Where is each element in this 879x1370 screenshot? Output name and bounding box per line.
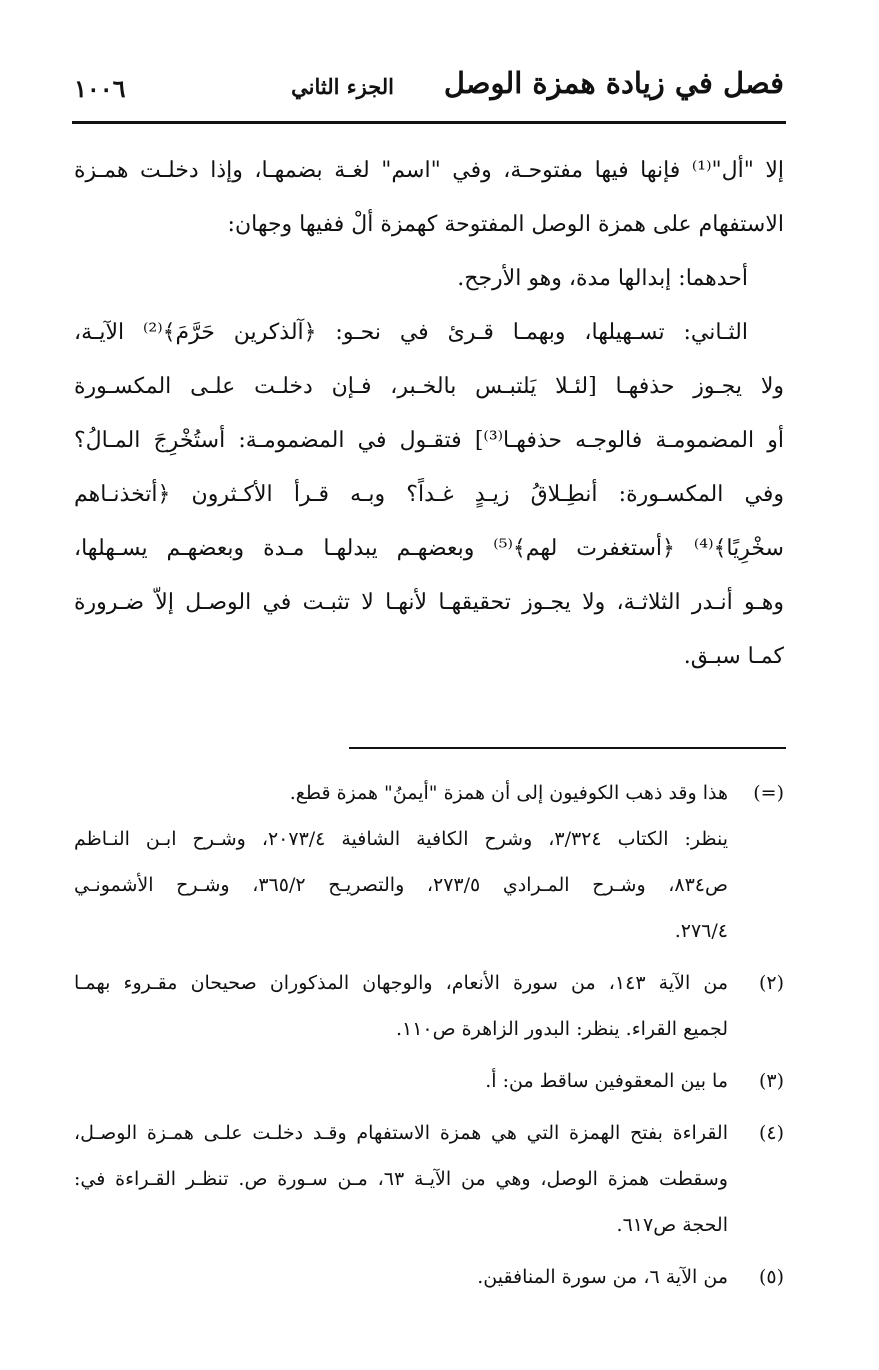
volume-label: الجزء الثاني [291, 74, 394, 99]
footnote [74, 770, 784, 954]
footnote-line: من الآية ١٤٣، من سورة الأنعام، والوجهان المذكوران صحيحان مقـروء بهمـا [74, 972, 728, 994]
chapter-title: فصل في زيادة همزة الوصل [443, 66, 784, 100]
text-line: أحدهما: إبدالها مدة، وهو الأرجح. [457, 266, 748, 291]
footnote-line: من الآية ٦، من سورة المنافقين. [477, 1266, 728, 1288]
footnote-line: وسقطت همزة الوصل، وهي من الآيـة ٦٣، مـن سـورة ص. تنظـر القـراءة في: [74, 1168, 728, 1190]
footnotes [74, 770, 784, 1306]
text-line: الاستفهام على همزة الوصل المفتوحة كهمزة ألْ ففيها وجهان: [227, 212, 784, 237]
footnote-line: ٢٧٦/٤. [674, 920, 728, 942]
text-line: الثـاني: تسـهيلها، وبهمـا قـرئ في نحـو: ﴿آلذكرين حَرَّمَ﴾⁽²⁾ الآيـة، [74, 320, 748, 345]
footnote-marker: (=) [753, 782, 784, 804]
page-number: ١٠٠٦ [74, 74, 126, 103]
footnote-line: الحجة ص٦١٧. [616, 1214, 728, 1236]
footnote-marker: (٤) [758, 1122, 784, 1144]
footnote-line: لجميع القراء. ينظر: البدور الزاهرة ص١١٠. [395, 1018, 728, 1040]
text-line: إلا "أل"⁽¹⁾ فإنها فيها مفتوحـة، وفي "اسم" لغـة بضمهـا، وإذا دخلـت همـزة [74, 158, 784, 183]
text-line: وهـو أنـدر الثلاثـة، ولا يجـوز تحقيقهـا لأنهـا لا تثبـت في الوصـل إلاّ ضـرورة [74, 590, 784, 615]
footnote-separator [349, 747, 786, 749]
footnote-marker: (٢) [758, 972, 784, 994]
text-line: ولا يجـوز حذفهـا [لئـلا يَلتبـس بالخـبر، فـإن دخلـت علـى المكسـورة [74, 374, 784, 399]
footnote-line: هذا وقد ذهب الكوفيون إلى أن همزة "أيمنُ" همزة قطع. [289, 782, 728, 804]
footnote [74, 960, 784, 1052]
main-text [74, 144, 784, 684]
footnote [74, 1058, 784, 1104]
page-header [72, 62, 786, 118]
footnote-line: ما بين المعقوفين ساقط من: أ. [485, 1070, 728, 1092]
footnote [74, 1110, 784, 1248]
footnote-marker: (٥) [758, 1266, 784, 1288]
text-line: وفي المكسـورة: أنطِـلاقُ زيـدٍ غـداً؟ وبـه قـرأ الأكـثرون ﴿أتخذنـاهم [74, 482, 784, 507]
text-line: سخْرِيًا﴾⁽⁴⁾ ﴿أستغفرت لهم﴾⁽⁵⁾ وبعضهـم يبدلهـا مـدة وبعضهـم يسـهلها، [74, 536, 784, 561]
footnote-line: القراءة بفتح الهمزة التي هي همزة الاستفهام وقـد دخلـت علـى همـزة الوصـل، [74, 1122, 728, 1144]
text-line: أو المضمومـة فالوجـه حذفهـا⁽³⁾] فتقـول في المضمومـة: أستُخْرِجَ المـالُ؟ [74, 428, 784, 453]
footnote-marker: (٣) [758, 1070, 784, 1092]
footnote-line: ينظر: الكتاب ٣/٣٢٤، وشرح الكافية الشافية ٢٠٧٣/٤، وشـرح ابـن النـاظم [74, 828, 728, 850]
text-line: كمـا سبـق. [683, 644, 784, 669]
footnote-line: ص٨٣٤، وشـرح المـرادي ٢٧٣/٥، والتصريـح ٣٦٥/٢، وشـرح الأشمونـي [74, 874, 728, 896]
footnote [74, 1254, 784, 1300]
header-divider [72, 121, 786, 124]
